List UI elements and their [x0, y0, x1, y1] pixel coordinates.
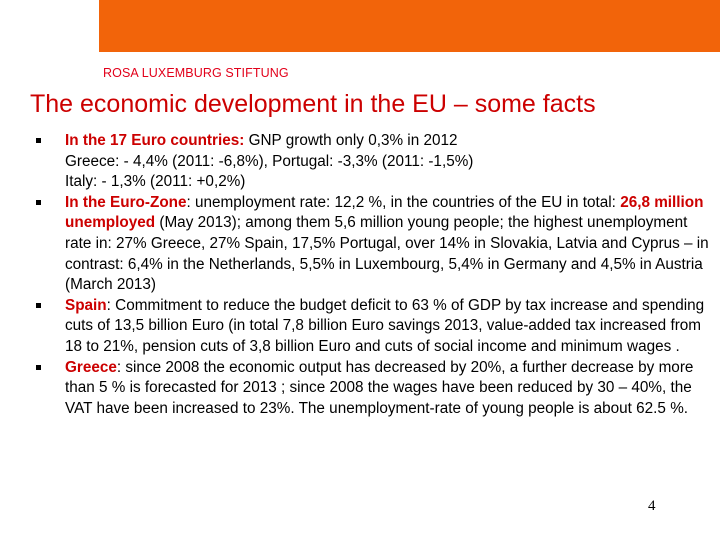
fact-highlight: 26,8 million unemployed: [65, 193, 704, 232]
fact-greece: [0, 358, 720, 420]
fact-text: : since 2008 the economic output has decreased by 20%, a further decrease by more than 5 % is forecasted for 2013 ; since 2008 the wages have been reduced by 30 – 40%, the VAT have been increased to 23%. The unemployment-rate of young people is about 62.5 %.: [65, 358, 694, 417]
page-number: 4: [648, 498, 656, 514]
fact-lead: Spain: [65, 296, 107, 314]
brand-label: ROSA LUXEMBURG STIFTUNG: [103, 66, 289, 80]
fact-text: : unemployment rate: 12,2 %, in the countries of the EU in total:: [186, 193, 621, 211]
header-accent-band: [99, 0, 720, 52]
fact-list: [0, 131, 720, 419]
fact-text: (May 2013); among them 5,6 million young people; the highest unemployment rate in: 27% Greece, 27% Spain, 17,5% Portugal, over 14% in Slovakia, Latvia and Cyprus – in contrast: 6,4% in the Netherlands, 5,5% in Luxembourg, 5,4% in Germany and 4,5% in Austria (March 2013): [65, 214, 709, 294]
fact-text: Italy: - 1,3% (2011: +0,2%): [65, 173, 246, 191]
fact-lead: In the 17 Euro countries:: [65, 132, 245, 149]
bullet-square-icon: [36, 303, 41, 308]
bullet-square-icon: [36, 200, 41, 205]
fact-spain: [0, 296, 720, 358]
fact-euro-countries: [0, 131, 720, 193]
fact-text: GNP growth only 0,3% in 2012: [244, 132, 458, 149]
fact-text: : Commitment to reduce the budget deficit to 63 % of GDP by tax increase and spending cuts of 13,5 billion Euro (in total 7,8 billion Euro savings 2013, value-added tax increased from 18 to 21%, pension cuts of 3,8 billion Euro and cuts of social income and minimum wages .: [65, 296, 705, 355]
page-title: The economic development in the EU – some facts: [30, 90, 596, 118]
bullet-square-icon: [36, 365, 41, 370]
bullet-square-icon: [36, 138, 41, 143]
fact-lead: In the Euro-Zone: [65, 193, 187, 211]
fact-text: Greece: - 4,4% (2011: -6,8%), Portugal: -3,3% (2011: -1,5%): [65, 152, 474, 170]
fact-euro-zone: [0, 193, 720, 296]
fact-lead: Greece: [65, 358, 117, 376]
